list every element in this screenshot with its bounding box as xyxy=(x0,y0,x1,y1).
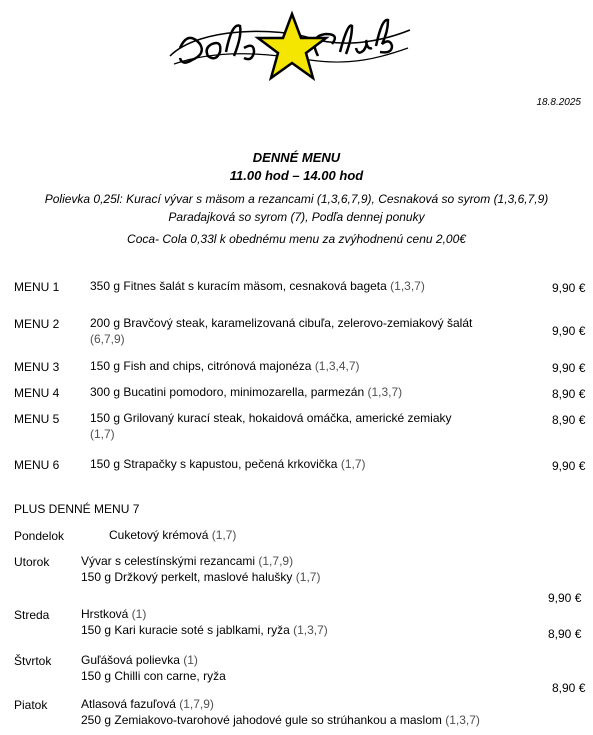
allergens: (1,3,7) xyxy=(367,385,403,399)
soups-line-2: Paradajková so syrom (7), Podľa dennej ponuky xyxy=(168,210,425,224)
day-label: Piatok xyxy=(14,698,48,712)
menu-item xyxy=(90,315,530,347)
menu-label: MENU 6 xyxy=(14,458,60,472)
allergens: (1) xyxy=(128,607,147,621)
day-label: Štvrtok xyxy=(14,654,52,668)
allergens: (1,7) xyxy=(340,457,366,471)
menu-price: 8,90 € xyxy=(552,387,586,401)
menu-price: 9,90 € xyxy=(552,361,586,375)
dish-text: Atlasová fazuľová xyxy=(81,697,176,711)
day-price: 8,90 € xyxy=(552,681,586,695)
menu-item xyxy=(90,456,530,472)
day-price: 9,90 € xyxy=(548,591,582,605)
allergens: (1,3,7) xyxy=(293,623,328,637)
dish-text: Guľášová polievka xyxy=(81,653,180,667)
menu-label: MENU 5 xyxy=(14,412,60,426)
allergens: (1,7,9) xyxy=(179,697,214,711)
day-item xyxy=(81,696,581,728)
star-icon xyxy=(258,14,326,78)
dish-text: 250 g Zemiakovo-tvarohové jahodové gule so strúhankou a maslom xyxy=(81,713,442,727)
allergens: (1,3,4,7) xyxy=(314,359,360,373)
allergens: (1,7,9) xyxy=(258,554,294,568)
serving-hours: 11.00 hod – 14.00 hod xyxy=(229,168,364,183)
day-item xyxy=(81,606,521,638)
menu-label: MENU 1 xyxy=(14,280,60,294)
dish-text: 350 g Fitnes šalát s kuracím mäsom, cesnaková bageta xyxy=(90,279,387,293)
menu-label: MENU 4 xyxy=(14,386,60,400)
dish-text: 150 g Držkový perkelt, maslové halušky xyxy=(81,570,293,584)
menu-item xyxy=(90,358,530,374)
menu-item xyxy=(90,410,530,442)
day-item xyxy=(81,553,521,585)
day-label: Streda xyxy=(14,608,50,622)
dish-text: Cuketový krémová xyxy=(109,528,209,542)
dish-text: 300 g Bucatini pomodoro, minimozarella, parmezán xyxy=(90,385,365,399)
page-title: DENNÉ MENU xyxy=(252,150,341,165)
dish-text: 150 g Kari kuracie soté s jablkami, ryža xyxy=(81,623,290,637)
dish-text: 150 g Strapačky s kapustou, pečená krkovička xyxy=(90,457,338,471)
dish-text: 200 g Bravčový steak, karamelizovaná cibuľa, zelerovo-zemiakový šalát xyxy=(90,316,473,330)
menu-price: 9,90 € xyxy=(552,324,586,338)
menu-label: MENU 3 xyxy=(14,360,60,374)
day-label: Utorok xyxy=(14,555,50,569)
dish-text: 150 g Grilovaný kurací steak, hokaidová omáčka, americké zemiaky xyxy=(90,411,452,425)
soups-line-1: Polievka 0,25l: Kurací vývar s mäsom a rezancami (1,3,6,7,9), Cesnaková so syrom (1,3,6,7,9) xyxy=(44,192,549,206)
allergens: (1,7) xyxy=(90,427,115,441)
logo xyxy=(160,8,416,86)
allergens: (1,3,7) xyxy=(445,713,480,727)
allergens: (1,3,7) xyxy=(390,279,425,293)
allergens: (1,7) xyxy=(211,528,237,542)
dish-text: 150 g Chilli con carne, ryža xyxy=(81,669,226,683)
day-item xyxy=(109,527,529,543)
dish-text: Vývar s celestínskými rezancami xyxy=(81,554,256,568)
allergens: (1,7) xyxy=(295,570,321,584)
day-label: Pondelok xyxy=(14,529,65,543)
allergens: (1) xyxy=(183,653,198,667)
menu-price: 9,90 € xyxy=(552,459,586,473)
menu-price: 9,90 € xyxy=(552,281,586,295)
day-price: 8,90 € xyxy=(548,627,582,641)
plus-menu-title: PLUS DENNÉ MENU 7 xyxy=(14,502,140,516)
dish-text: 150 g Fish and chips, citrónová majonéza xyxy=(90,359,312,373)
menu-label: MENU 2 xyxy=(14,317,60,331)
menu-item xyxy=(90,278,530,294)
day-item xyxy=(81,652,521,684)
logo-graphic xyxy=(160,8,416,86)
cola-offer: Coca- Cola 0,33l k obednému menu za zvýhodnenú cenu 2,00€ xyxy=(127,232,466,246)
dish-text: Hrstková xyxy=(81,607,129,621)
menu-price: 8,90 € xyxy=(552,413,586,427)
allergens: (6,7,9) xyxy=(90,332,125,346)
menu-item xyxy=(90,384,530,400)
menu-date: 18.8.2025 xyxy=(536,97,581,108)
